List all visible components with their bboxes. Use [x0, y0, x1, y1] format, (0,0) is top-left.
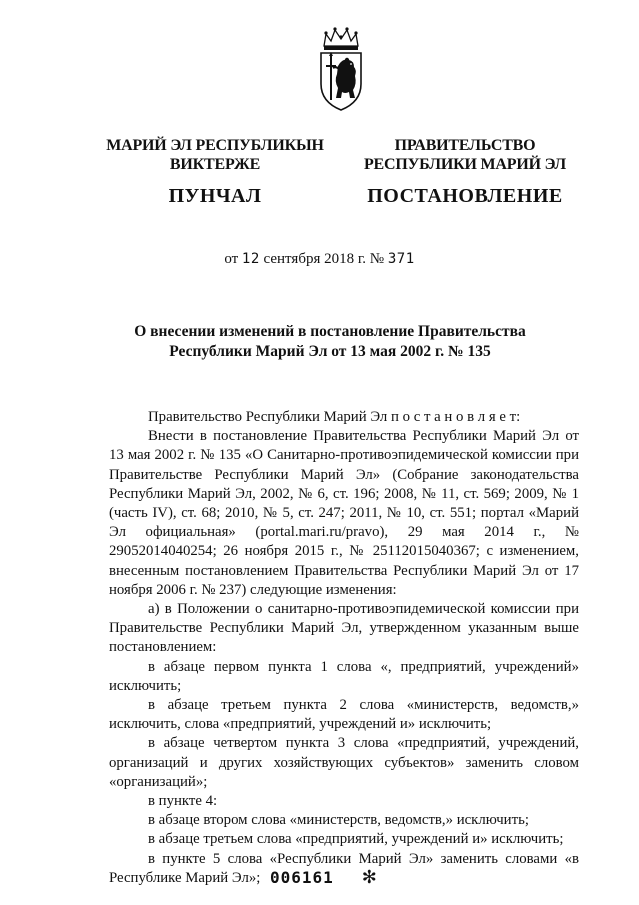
- coat-of-arms-icon: [316, 26, 366, 112]
- header-right-line2: РЕСПУБЛИКИ МАРИЙ ЭЛ: [363, 156, 567, 173]
- header-left: [100, 136, 330, 208]
- document-body: [109, 408, 579, 888]
- header-right-line1: ПРАВИТЕЛЬСТВО: [394, 137, 536, 154]
- header-left-line2: ВИКТЕРЖЕ: [169, 156, 261, 173]
- asterisk-mark-icon: ✻: [361, 867, 377, 887]
- document-date: [0, 251, 639, 268]
- date-day: 12: [241, 251, 260, 267]
- document-subject: [90, 322, 570, 362]
- document-number: 371: [387, 251, 415, 267]
- body-paragraph: Правительство Республики Марий Эл п о с т а н о в л я е т:: [148, 409, 521, 425]
- body-paragraph: в абзаце четвертом пункта 3 слова «предприятий, учреждений, организаций и других хозяйствующих субъектов» заменить словом «организаций»;: [109, 735, 579, 790]
- subject-line2: Республики Марий Эл от 13 мая 2002 г. № 135: [169, 343, 491, 360]
- date-prefix: от: [224, 251, 239, 267]
- body-paragraph: в абзаце первом пункта 1 слова «, предприятий, учреждений» исключить;: [109, 658, 579, 694]
- body-paragraph: в пункте 4:: [148, 793, 218, 810]
- subject-line1: О внесении изменений в постановление Правительства: [134, 323, 526, 340]
- date-month-year: сентября 2018 г. №: [263, 251, 385, 267]
- body-paragraph: в пункте 5 слова «Республики Марий Эл» заменить словами «в Республике Марий Эл»;: [109, 850, 579, 886]
- body-paragraph: Внести в постановление Правительства Республики Марий Эл от 13 мая 2002 г. № 135 «О Санитарно-противоэпидемической комиссии при Правительстве Республики Марий Эл» (Собрание законодательства Республики Марий Эл, 2002, № 6, ст. 196; 2008, № 11, ст. 569; 2009, № 1 (часть IV), ст. 68; 2010, № 5, ст. 247; 2011, № 10, ст. 551; портал «Марий Эл официальная» (portal.mari.ru/pravo), 29 мая 2014 г., № 29052014040254; 26 ноября 2015 г., № 25112015040367; с изменением, внесенным постановлением Правительства Республики Марий Эл от 17 ноября 2006 г. № 237) следующие изменения:: [109, 428, 579, 598]
- form-serial-number: 006161: [270, 868, 334, 887]
- body-paragraph: а) в Положении о санитарно-противоэпидемической комиссии при Правительстве Республики Марий Эл, утвержденном указанным выше постановлением:: [109, 601, 579, 656]
- body-paragraph: в абзаце третьем слова «предприятий, учреждений и» исключить;: [148, 831, 564, 848]
- body-paragraph: в абзаце третьем пункта 2 слова «министерств, ведомств,» исключить, слова «предприятий, учреждений и» исключить;: [109, 697, 579, 733]
- header-left-line1: МАРИЙ ЭЛ РЕСПУБЛИКЫН: [106, 137, 324, 154]
- header-right-doc-type: ПОСТАНОВЛЕНИЕ: [367, 185, 563, 207]
- header-left-doc-type: ПУНЧАЛ: [168, 185, 262, 207]
- header-right: [350, 136, 580, 208]
- body-paragraph: в абзаце втором слова «министерств, ведомств,» исключить;: [148, 812, 529, 829]
- page-footer: [270, 867, 390, 888]
